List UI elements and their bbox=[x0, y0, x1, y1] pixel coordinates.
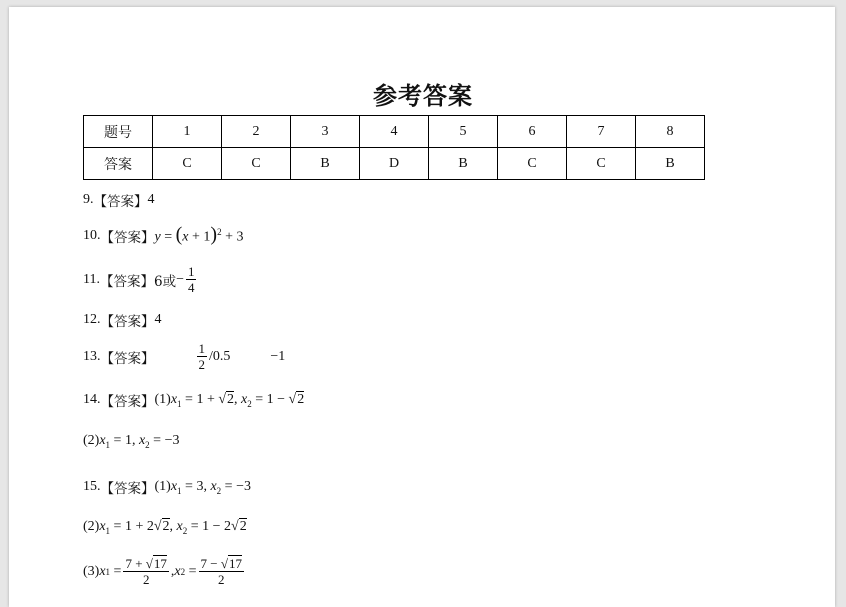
answer-line-14 bbox=[83, 390, 304, 410]
part-label: (1) bbox=[154, 479, 171, 494]
table-row bbox=[84, 116, 705, 148]
answer-tag: 【答案】 bbox=[100, 394, 155, 410]
answer-value: 4 bbox=[147, 192, 155, 207]
answer-line-10 bbox=[83, 223, 244, 246]
table-cell: B bbox=[429, 148, 498, 180]
part-label: (2) bbox=[83, 433, 100, 449]
fraction: $\frac{7 - √17}{2}$ bbox=[200, 556, 243, 587]
fraction-denominator: 4 bbox=[187, 280, 195, 295]
item-number: 14. bbox=[83, 392, 101, 407]
answer-line-15 bbox=[83, 477, 251, 497]
fraction-numerator: 1 bbox=[198, 341, 205, 356]
item-number: 9. bbox=[83, 192, 94, 207]
table-cell: B bbox=[636, 148, 705, 180]
table-cell: C bbox=[498, 148, 567, 180]
answer-line-14-2 bbox=[83, 433, 179, 450]
answer-formula: $x_1 = 1 + 2√2$, $x_2 = 1 - 2√2$ bbox=[99, 519, 247, 536]
answer-tag: 【答案】 bbox=[100, 481, 155, 497]
answer-formula: $x_1 = 1 + √2$, $x_2 = 1 - √2$ bbox=[170, 391, 305, 409]
answer-line-13 bbox=[83, 341, 285, 372]
answer-alt: /0.5 bbox=[209, 348, 231, 364]
table-cell: 3 bbox=[291, 116, 360, 148]
page-title: 参考答案 bbox=[373, 82, 473, 110]
minus-sign: − bbox=[176, 271, 184, 287]
answer-line-9 bbox=[83, 190, 155, 210]
answer-prefix: 6或 bbox=[153, 273, 177, 290]
answer-tag: 【答案】 bbox=[100, 314, 155, 330]
answer-line-11 bbox=[83, 264, 198, 295]
answer-tag: 【答案】 bbox=[100, 230, 155, 246]
fraction-denominator: 2 bbox=[198, 357, 205, 372]
table-cell: 6 bbox=[498, 116, 567, 148]
table-cell: B bbox=[291, 148, 360, 180]
table-cell: D bbox=[360, 148, 429, 180]
table-header-cell: 答案 bbox=[84, 148, 153, 180]
answer-formula: $x_1 = 1$, $x_2 = -3$ bbox=[99, 433, 180, 450]
answer-formula: $x_1 = 3$, $x_2 = -3$ bbox=[170, 478, 251, 496]
table-cell: 1 bbox=[153, 116, 222, 148]
answer-line-15-3: (3) x 1 = $\frac{7 + √17}{2}$ , x 2 = $\frac{7 - √17}{2}$ bbox=[83, 556, 243, 587]
answer-table bbox=[83, 115, 705, 180]
item-number: 15. bbox=[83, 479, 101, 494]
part-label: (3) bbox=[83, 563, 100, 579]
variable-x: x bbox=[174, 563, 181, 579]
table-row bbox=[84, 148, 705, 180]
fraction bbox=[186, 264, 197, 295]
answer-tag: 【答案】 bbox=[99, 273, 154, 290]
table-header-cell: 题号 bbox=[84, 116, 153, 148]
table-cell: C bbox=[153, 148, 222, 180]
part-label: (2) bbox=[83, 519, 100, 535]
answer-tag: 【答案】 bbox=[93, 194, 148, 210]
fraction bbox=[197, 341, 208, 372]
table-cell: C bbox=[567, 148, 636, 180]
table-cell: 4 bbox=[360, 116, 429, 148]
answer-line-12 bbox=[83, 310, 162, 330]
item-number: 13. bbox=[83, 348, 101, 364]
answer-tag: 【答案】 bbox=[100, 350, 155, 367]
fraction: $\frac{7 + √17}{2}$ bbox=[125, 556, 167, 587]
table-cell: 8 bbox=[636, 116, 705, 148]
table-cell: 5 bbox=[429, 116, 498, 148]
answer-value: 4 bbox=[154, 312, 162, 327]
answer-second: −1 bbox=[270, 348, 286, 364]
table-cell: 7 bbox=[567, 116, 636, 148]
table-cell: 2 bbox=[222, 116, 291, 148]
item-number: 12. bbox=[83, 312, 101, 327]
answer-line-15-2 bbox=[83, 519, 247, 536]
fraction-numerator: 1 bbox=[187, 264, 195, 279]
item-number: 10. bbox=[83, 228, 101, 243]
variable-x: x bbox=[99, 563, 106, 579]
item-number: 11. bbox=[83, 271, 100, 287]
answer-formula: $y = (x + 1)^2 + 3$ bbox=[154, 223, 244, 246]
part-label: (1) bbox=[154, 392, 171, 407]
table-cell: C bbox=[222, 148, 291, 180]
